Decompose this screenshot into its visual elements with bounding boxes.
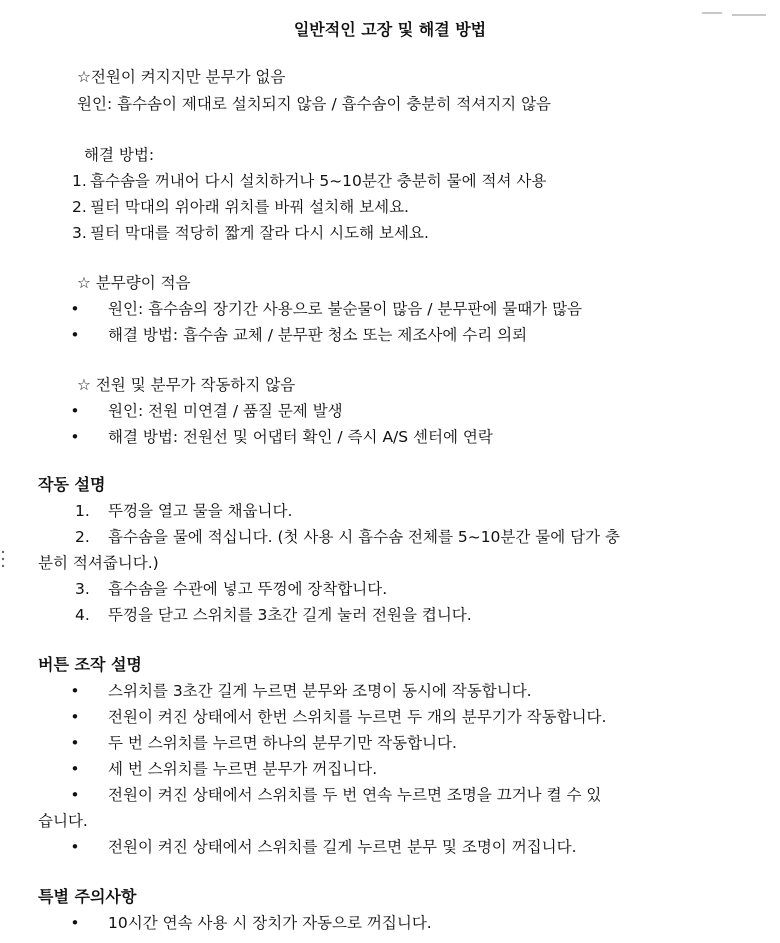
item-text-continued: 습니다. (38, 812, 88, 830)
step-text-continued: 분히 적셔줍니다.) (38, 554, 159, 572)
bullet-icon: • (70, 914, 80, 932)
step-number: 4. (75, 606, 90, 624)
bullet-icon: • (70, 428, 80, 446)
bullet-icon: • (70, 326, 80, 344)
step-text: 흡수솜을 수관에 넣고 뚜껑에 장착합니다. (108, 580, 388, 598)
step-number: 1. (75, 502, 90, 520)
item-text: 해결 방법: 흡수솜 교체 / 분무판 청소 또는 제조사에 수리 의뢰 (108, 326, 528, 344)
step-number: 3. (72, 224, 87, 242)
issue1-cause: 원인: 흡수솜이 제대로 설치되지 않음 / 흡수솜이 충분히 적셔지지 않음 (77, 95, 552, 113)
item-text: 세 번 스위치를 누르면 분무가 꺼집니다. (108, 760, 378, 778)
margin-dots-icon (0, 548, 6, 570)
bullet-icon: • (70, 708, 80, 726)
item-text: 전원이 켜진 상태에서 한번 스위치를 누르면 두 개의 분무기가 작동합니다. (108, 708, 607, 726)
step-text: 흡수솜을 꺼내어 다시 설치하거나 5~10분간 충분히 물에 적셔 사용 (90, 172, 547, 190)
operation-heading: 작동 설명 (38, 475, 106, 494)
cautions-heading: 특별 주의사항 (38, 887, 137, 906)
bullet-icon: • (70, 300, 80, 318)
item-text: 10시간 연속 사용 시 장치가 자동으로 꺼집니다. (108, 914, 432, 932)
margin-mark (0, 548, 6, 570)
item-text: 해결 방법: 전원선 및 어댑터 확인 / 즉시 A/S 센터에 연락 (108, 428, 493, 446)
issue3-heading: ☆ 전원 및 분무가 작동하지 않음 (77, 376, 296, 394)
bullet-icon: • (70, 734, 80, 752)
issue2-heading: ☆ 분무량이 적음 (77, 274, 191, 292)
step-text: 뚜껑을 닫고 스위치를 3초간 길게 눌러 전원을 켭니다. (108, 606, 472, 624)
bullet-icon: • (70, 760, 80, 778)
issue1-solution-label: 해결 방법: (84, 146, 155, 164)
step-text: 필터 막대를 적당히 짧게 잘라 다시 시도해 보세요. (90, 224, 429, 242)
step-number: 3. (75, 580, 90, 598)
step-text: 필터 막대의 위아래 위치를 바꿔 설치해 보세요. (90, 198, 409, 216)
step-number: 2. (72, 198, 87, 216)
buttons-heading: 버튼 조작 설명 (38, 655, 142, 674)
bullet-icon: • (70, 838, 80, 856)
step-number: 2. (75, 528, 90, 546)
step-number: 1. (72, 172, 87, 190)
page-title: 일반적인 고장 및 해결 방법 (293, 20, 487, 39)
item-text: 원인: 흡수솜의 장기간 사용으로 불순물이 많음 / 분무판에 물때가 많음 (108, 300, 583, 318)
step-text: 뚜껑을 열고 물을 채웁니다. (108, 502, 293, 520)
bullet-icon: • (70, 402, 80, 420)
bullet-icon: • (70, 786, 80, 804)
item-text: 원인: 전원 미연결 / 품질 문제 발생 (108, 402, 343, 420)
issue1-heading: ☆전원이 켜지지만 분무가 없음 (77, 68, 286, 86)
item-text: 두 번 스위치를 누르면 하나의 분무기만 작동합니다. (108, 734, 457, 752)
item-text: 스위치를 3초간 길게 누르면 분무와 조명이 동시에 작동합니다. (108, 682, 532, 700)
item-text: 전원이 켜진 상태에서 스위치를 두 번 연속 누르면 조명을 끄거나 켤 수 있 (108, 786, 602, 804)
item-text: 전원이 켜진 상태에서 스위치를 길게 누르면 분무 및 조명이 꺼집니다. (108, 838, 577, 856)
step-text: 흡수솜을 물에 적십니다. (첫 사용 시 흡수솜 전체를 5~10분간 물에 담가 충 (108, 528, 621, 546)
bullet-icon: • (70, 682, 80, 700)
